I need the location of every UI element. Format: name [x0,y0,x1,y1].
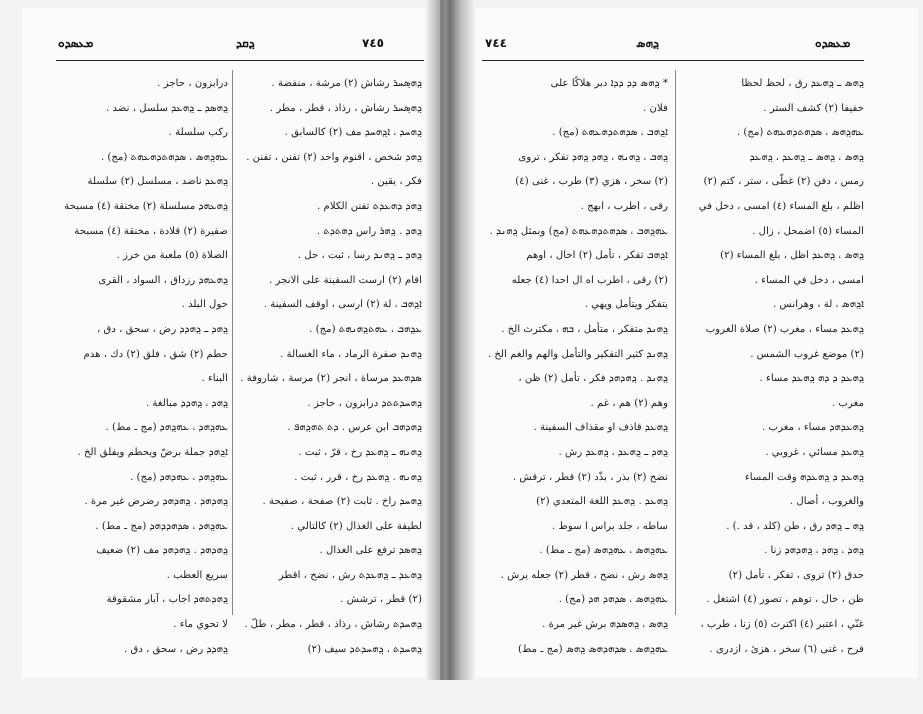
dictionary-line: ܕ݂ܗܥܗܕ رزداق ، السواد ، القرى [98,274,228,286]
dictionary-line: لا تحوي ماء . [173,619,228,631]
dictionary-line: ܕ݂ܗܥܕ مسائي ، غروبي . [765,446,864,458]
right-page-number: ٧٤٤ [485,36,507,50]
dictionary-line: ܕ݂ܗܚܕܬ رشاش ، رذاذ ، قطر ، مطر ، طلّ . [244,619,422,631]
left-page-column-right [238,72,422,662]
right-page-column-left [482,72,668,662]
dictionary-line: فلان . [643,102,668,114]
dictionary-line: ܥܗܕ݂ܗܣ ، ܣܕܗܬܕܗܥܗܬ (مج) . [100,151,228,163]
dictionary-line: نضح (٢) بذر ، بذّد (٢) قطر ، ترقش . [512,471,668,483]
dictionary-line: ܕ݂ܗܣ ـ ܕ݂ܗܥܕ رق ، لحظ لحظا [741,78,864,89]
dictionary-line: وهم (٢) هم ، غم . [590,397,668,409]
dictionary-line: ܕ݂ܗܣ ، ܕ݂ܗܣ ـ ܕ݂ܗܥܕ ، ܕ݂ܗܥܕ [749,151,864,163]
dictionary-line: ܕ݂ܗܣ ، ܕ݂ܗܣܕܗ برش غير مرة . [542,619,668,631]
dictionary-line: ܕ݂ܗܕܗܒ ابن عرس . ܕܬ ܬܗܕ݂ܗܦ . [287,422,422,434]
dictionary-line: ܐܕ݂ܗܣ ، لة ، وهرانس . [772,299,864,311]
dictionary-line: ܕ݂ܗܕ ، ܕ݂ܗܕ ، ܕ݂ܗܕܗܕ زنا . [764,545,864,557]
dictionary-line: ظن ، خال ، توهم ، تصور (٤) اشتغل . [706,594,864,606]
dictionary-line: ܕ݂ܗܕ شخص ، اقنوم واحد (٢) تفنن ، تفنن . [246,151,422,163]
dictionary-line: رقى ، اطرب ، ابهج . [580,200,668,212]
dictionary-line: ܕ݂ܗܕ ـ ܕ݂ܗܢܕ رسا ، ثبت ، حل . [297,250,422,262]
dictionary-line: حطم (٢) شق ، فلق (٢) دك ، هدم [83,348,228,360]
background-strip [0,680,923,714]
dictionary-line: اقام (٢) ارست السفينة على الانجر . [269,274,422,286]
left-column-separator [232,70,233,615]
dictionary-line: ܥܗܕ݂ܗܣ ، ܣܕܗܬܕܗܥܗܬ (مج) . [736,127,864,139]
dictionary-line: (٢) قطر ، ترشش . [340,594,422,606]
dictionary-line: ܕ݂ܗܥܕ ـ ܕ݂ܗܥܕܬ رش ، نضح ، اقطر [278,569,422,581]
dictionary-line: ܕ݂ܗܚܕܬ ، ܕ݂ܗܚܕܬܕ سيف (٢) [307,643,422,655]
dictionary-line: ܥܗܕ݂ܗܕ ، ܥܗܕ݂ܗܕ (مج ـ مط) . [105,422,228,434]
dictionary-line: ܕ݂ܗܒ ، ܕ݂ܗܢܗ ، ܕ݂ܗܕ ܕ݂ܗܕ تفكر ، تروى [518,151,668,163]
dictionary-line: البناء . [201,373,228,385]
dictionary-line: لطيفة على الغذال (٢) كالتالي . [290,520,422,532]
dictionary-line: ܕ݂ܗܣܕ ترفع على الغذال . [319,545,422,557]
dictionary-line: حدق (٢) تروى ، تفكر ، تأمل (٢) [728,569,864,581]
dictionary-line: ܕ݂ܗܣ ، ܕ݂ܗܥܕ اظل ، بلغ المساء (٢) [720,250,864,262]
dictionary-line: يتفكر ويتأمل ويهي . [584,299,668,311]
dictionary-line: المساء (٥) اضمحل ، زال . [752,225,864,237]
dictionary-line: ܕ݂ܗܢܕ متفكر ، متأمل ، ܒܗ ، مكترث الخ . [501,323,668,335]
left-page-number: ٧٤٥ [362,36,384,50]
dictionary-line: ܕ݂ܗܕ ، ܕ݂ܗܕܕ مبالغة . [145,397,228,409]
dictionary-line: ܥܗܕ݂ܗܣ ، ܣܕܗܕ ܗܕ (مج) . [558,594,668,606]
dictionary-line: رمس ، دفن (٢) غطّى ، ستر ، كتم (٢) [703,176,864,188]
dictionary-line: ܕ݂ܗܚܕ ، ܐܕ݂ܗܚܕ مف (٢) كالسابق . [284,127,422,139]
dictionary-line: الصلاة (٥) ملعبة من خرز . [116,250,228,262]
dictionary-line: ܥܗܕ݂ܗܒ ، ܣܕܗܬܕܗܥܗܬ (مج) وبمثل ܕ݂ܗܢܕ . [489,225,668,237]
dictionary-line: ܕ݂ܗܥܕ . ܕ݂ܗܥܕ اللغة المتعدي (٢) [536,496,668,508]
dictionary-line: ܕ݂ܗܕܬܗܕ اجاب ، آبار مشقوقة [106,594,228,606]
dictionary-line: ܕ݂ܗܢܕ صفرة الرماد ، ماء الغسالة . [280,348,422,360]
left-header-center-word: ܕ݂ܩܕ [236,36,255,50]
dictionary-line: ܕ݂ܗܣ݂ܚܪ رشاش (٢) مرشة ، منفضة . [271,78,422,89]
left-header-outer-word: ܡܥܣܕܘ [58,36,94,50]
dictionary-line: (٢) سخر ، هزي (٣) طرب ، غنى (٤) [515,176,668,188]
right-page-column-right [684,72,864,662]
dictionary-line: امسى ، دخل في المساء . [754,274,864,286]
dictionary-line: ܕ݂ܗܢܕ كثير التفكير والتأمل والهم والغم الخ . [487,348,668,360]
dictionary-line: ساطه ، جلد براس ا سوط . [552,520,668,532]
dictionary-line: حول البلد . [181,299,228,311]
dictionary-line: ܕ݂ܗܣ رش ، نضح ، قطر (٢) جعله يرش . [500,569,668,581]
dictionary-line: ܐܕ݂ܗܒ ، لة (٢) ارسى ، اوقف السفينة . [263,299,422,311]
dictionary-line: ܕ݂ܗܕ ـ ܕ݂ܗܕܕ رض ، سحق ، دق ، [96,323,228,335]
dictionary-line: ܐܕ݂ܗܒ ، ܣܕܗܬܕܗܥܗܬ (مج) . [552,127,668,139]
dictionary-line: درابزون ، حاجز . [157,78,228,89]
dictionary-line: سريع العطب . [166,569,228,581]
dictionary-line: (٢) رقى ، اطرب اه ال احدا (٤) جعله [511,274,668,286]
dictionary-line: ܕ݂ܗܚܕܬܬܕ درابزون ، حاجز . [307,397,422,409]
dictionary-line: ܕ݂ܗܕ ـ ܕ݂ܗܥܕ ، ܕ݂ܗܥܕ رش . [558,446,668,458]
dictionary-line: ܕ݂ܗܕ ܕܗܥܕܬ تفنن الكلام . [317,200,422,212]
book-gutter [425,0,475,714]
right-column-separator [675,70,676,615]
dictionary-line: * ܕ݂ܗܣ ܕܕ ܕܕܐ دبر هلاكًا على [550,78,668,89]
dictionary-line: ܕ݂ܗܥܕܗܕ مساء ، مغرب . [762,422,864,434]
dictionary-line: ܐܕ݂ܗܒ تفكر ، تأمل (٢) اخال ، اوهم [526,250,668,262]
dictionary-line: اظلم ، بلغ المساء (٤) امسى ، دخل في [698,200,864,212]
dictionary-line: ܥܕ݂ܗܒ ، ܥܗܬܕ݂ܗܢܗܬ (مج) . [309,323,422,335]
dictionary-line: ܕ݂ܗܕ . ܕ݂ܗܪ راس ܕܗܬܕܬ . [316,225,422,237]
dictionary-line: ܕ݂ܗܕܗܕ . ܕ݂ܗܕܗܕ رضرض غير مرة . [84,496,228,508]
dictionary-line: ܥܗܕ݂ܗܣ ، ܣܕܗܕܗܣ ܕ݂ܗܣ (مج ـ مط) [518,643,668,655]
dictionary-line: ܕ݂ܗܚܕ راخ . ثابت (٢) صفحة ، صفيحة . [262,496,422,508]
dictionary-line: ܕ݂ܗܣ݂ܚܪ رشاش ، رذاذ ، قطر ، مطر . [269,102,422,114]
dictionary-line: ܥܗܕ݂ܗܕ ، ܥܗܕܗܕ (مج) . [130,471,228,483]
dictionary-line: مغرب . [831,397,864,409]
dictionary-line: ܕ݂ܗܢܕ . ܕ݂ܗܕܗܕ فكر ، تأمل (٢) ظن ، [518,373,668,385]
dictionary-line: صفيرة (٢) قلادة ، مخنقة (٤) مسبحة [74,225,228,237]
dictionary-line: ܕ݂ܗܥܗܕ مسلسلة (٢) مخنقة (٤) مسبحة [64,200,228,212]
dictionary-line: غنّي ، اعتبر (٤) اكترث (٥) زنا ، طرب ، [700,619,864,631]
dictionary-line: ܣܕܗܥܕ مرساة ، انجر (٢) مرسة ، شاروفة . [240,373,422,385]
right-header-outer-word: ܡܥܣܕܘ [815,36,851,50]
dictionary-line: ܕ݂ܗܕܗܕ . ܕ݂ܗܕܗܕ مف (٢) ضعيف [96,545,228,557]
dictionary-line: ܕ݂ܗܥܕ ܕ ܕ݂ܗܥܕܗ وقت المساء [744,471,864,483]
dictionary-line: ܕ݂ܗܥܕ ܕ ܕܗ ܕ݂ܗܥܕ مساء . [759,373,864,385]
dictionary-line: ܐܕ݂ܗܕ جملة برضّ ويحطم ويفلق الخ . [77,446,228,458]
dictionary-line: ܕ݂ܗܣܕ ـ ܕ݂ܗܥܕ سلسل ، نضد . [106,102,228,114]
dictionary-line: فكر ، يقين . [370,176,422,188]
dictionary-line: ܕ݂ܗܥܕ مساء ، مغرب (٢) صلاة الغروب [705,323,864,335]
left-header-rule [56,60,424,61]
dictionary-line: ركب سلسلة . [168,127,228,139]
spine-shadow [440,0,444,714]
dictionary-line: (٢) موضع غروب الشمس . [750,348,864,360]
dictionary-line: والغروب ، أصال . [789,496,864,508]
dictionary-line: ܕ݂ܗܥܕ ناضد ، مسلسل (٢) سلسلة [87,176,228,188]
dictionary-line: ܕ݂ܗܥܕ قاذف او مقذاف السفينة . [533,422,668,434]
right-header-rule [482,60,864,61]
dictionary-line: ܥܗܕ݂ܗܕ ، ܣܕܗܕܕܗܕ (مج ـ مط) . [95,520,228,532]
dictionary-line: خفيفا (٢) كشف الستر . [763,102,864,114]
left-page-column-left [58,72,228,662]
dictionary-line: ܕ݂ܗܢܗ ـ ܕ݂ܗܥܕ رخ ، قرّ ، ثبت . [298,446,422,458]
dictionary-line: ܕ݂ܗܕܕ رض ، سحق ، دق . [123,643,228,655]
right-header-center-word: ܕ݂ܗܣ [636,36,659,50]
dictionary-line: ܥܗܕ݂ܗܣ ، ܥܗܕ݂ܗܣ (مج ـ مط) . [539,545,668,557]
dictionary-line: ܕ݂ܗܢܗ . ܕ݂ܗܥܕ رخ ، قرر ، ثبت . [294,471,422,483]
dictionary-line: فرح ، غنى (٦) سخر ، هزئ ، ازدرى . [709,643,864,655]
dictionary-line: ܕ݂ܗ ـ ܕ݂ܗܕ رق ، طن (كلد ، قد .) . [726,520,864,532]
